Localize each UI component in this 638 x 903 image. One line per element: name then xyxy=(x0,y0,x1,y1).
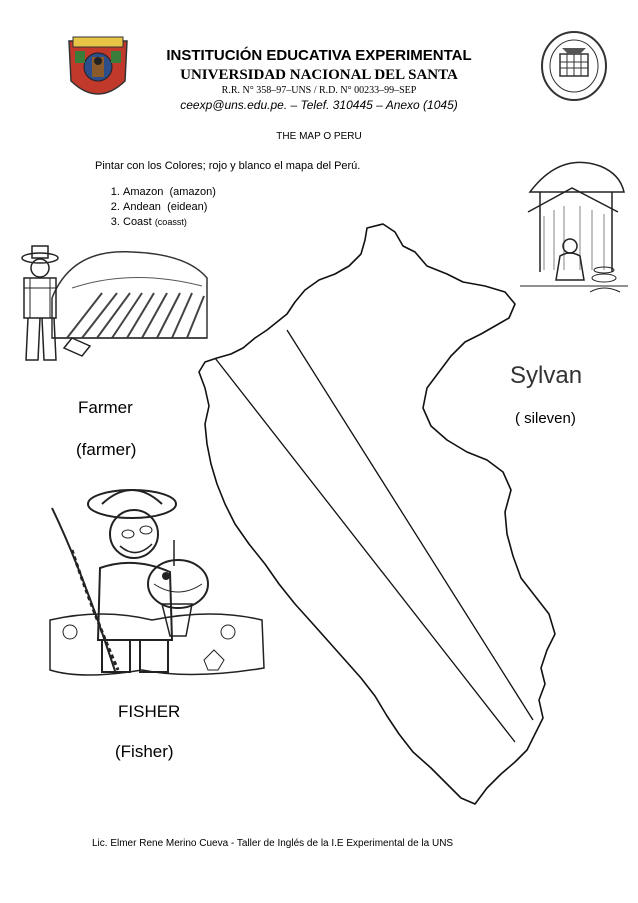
page-title: THE MAP O PERU xyxy=(276,131,362,142)
farmer-illustration xyxy=(12,238,212,370)
footer-credit: Lic. Elmer Rene Merino Cueva - Taller de Inglés de la I.E Experimental de la UNS xyxy=(92,838,454,849)
list-item: 2. Andean (eidean) xyxy=(123,200,216,215)
contact-line: ceexp@uns.edu.pe. – Telef. 310445 – Anexo (1045) xyxy=(180,98,458,112)
instruction-text: Pintar con los Colores; rojo y blanco el mapa del Perú. xyxy=(95,160,361,172)
fisher-pronunciation: (Fisher) xyxy=(115,742,174,761)
list-item: 3. Coast (coasst) xyxy=(123,215,216,230)
university-name: UNIVERSIDAD NACIONAL DEL SANTA xyxy=(180,67,458,83)
sylvan-label: Sylvan xyxy=(510,362,583,389)
institution-name: INSTITUCIÓN EDUCATIVA EXPERIMENTAL xyxy=(166,47,472,64)
sylvan-pronunciation: ( sileven) xyxy=(515,410,576,427)
fisher-label: FISHER xyxy=(118,702,181,721)
resolution-text: R.R. N° 358–97–UNS / R.D. N° 00233–99–SEP xyxy=(221,85,417,96)
list-item: 1. Amazon (amazon) xyxy=(123,185,216,200)
peru-map xyxy=(195,222,600,810)
farmer-label: Farmer xyxy=(78,398,133,417)
farmer-pronunciation: (farmer) xyxy=(76,440,137,459)
